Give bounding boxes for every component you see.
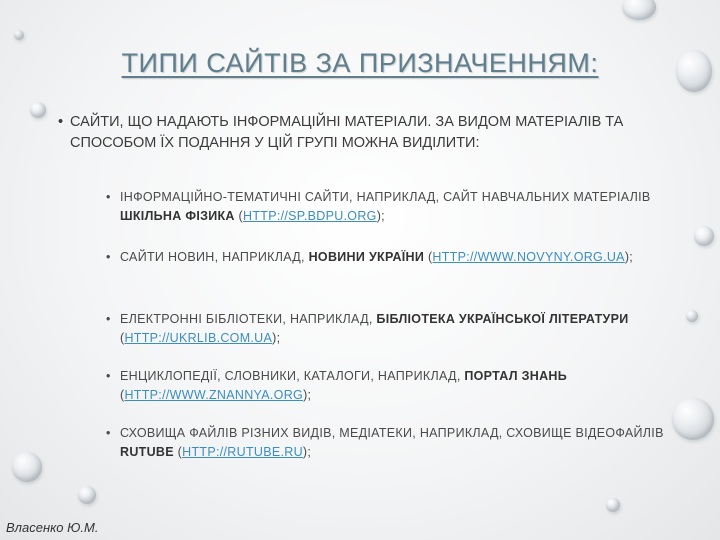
- water-drop-decoration: [686, 310, 698, 322]
- slide-title: ТИПИ САЙТІВ ЗА ПРИЗНАЧЕННЯМ:: [121, 48, 599, 78]
- main-bullet: [58, 112, 670, 154]
- item-text: ЕНЦИКЛОПЕДІЇ, СЛОВНИКИ, КАТАЛОГИ, НАПРИКЛАД,: [120, 369, 465, 383]
- main-bullet-highlight: САЙТИ, ЩО НАДАЮТЬ ІНФОРМАЦІЙНІ МАТЕРІАЛИ: [70, 114, 428, 130]
- author-name: Власенко Ю.М.: [6, 520, 99, 535]
- item-link[interactable]: HTTP://SP.BDPU.ORG: [243, 209, 377, 223]
- item-site-name: ШКІЛЬНА ФІЗИКА: [120, 209, 235, 223]
- item-site-name: RUTUBE: [120, 445, 174, 459]
- water-drop-decoration: [694, 226, 714, 246]
- item-open-paren: (: [120, 331, 125, 345]
- item-site-name: ПОРТАЛ ЗНАНЬ: [464, 369, 568, 383]
- water-drop-decoration: [78, 486, 96, 504]
- water-drop-decoration: [622, 0, 656, 20]
- water-drop-decoration: [14, 30, 24, 40]
- list-item: [106, 367, 680, 405]
- item-link[interactable]: HTTP://WWW.NOVYNY.ORG.UA: [432, 250, 625, 264]
- item-open-paren: (: [120, 388, 125, 402]
- list-item: [106, 188, 680, 226]
- item-text: ЕЛЕКТРОННІ БІБЛІОТЕКИ, НАПРИКЛАД,: [120, 312, 377, 326]
- item-suffix: );: [272, 331, 281, 345]
- bullet-marker: •: [106, 369, 111, 383]
- item-suffix: );: [303, 388, 312, 402]
- water-drop-decoration: [606, 498, 620, 512]
- item-open-paren: (: [173, 445, 183, 459]
- bullet-marker: •: [106, 312, 111, 326]
- item-link[interactable]: HTTP://UKRLIB.COM.UA: [124, 331, 273, 345]
- bullet-marker: •: [106, 190, 111, 204]
- item-text: СХОВИЩА ФАЙЛІВ РІЗНИХ ВИДІВ, МЕДІАТЕКИ, НАПРИКЛАД, СХОВИЩЕ ВІДЕОФАЙЛІВ: [120, 426, 664, 440]
- item-open-paren: (: [424, 250, 433, 264]
- item-site-name: БІБЛІОТЕКА УКРАЇНСЬКОЇ ЛІТЕРАТУРИ: [376, 312, 629, 326]
- item-suffix: );: [376, 209, 385, 223]
- bullet-marker: •: [106, 250, 111, 264]
- item-suffix: );: [302, 445, 312, 459]
- item-link[interactable]: HTTP://RUTUBE.RU: [182, 445, 303, 459]
- water-drop-decoration: [12, 452, 42, 482]
- list-item: [106, 424, 680, 462]
- item-text: ІНФОРМАЦІЙНО-ТЕМАТИЧНІ САЙТИ, НАПРИКЛАД, САЙТ НАВЧАЛЬНИХ МАТЕРІАЛІВ: [120, 190, 651, 204]
- water-drop-decoration: [30, 102, 46, 118]
- list-item: [106, 310, 680, 348]
- list-item: [106, 248, 680, 267]
- item-suffix: );: [624, 250, 634, 264]
- main-bullet-text: . ЗА ВИДОМ МАТЕРІАЛІВ ТА СПОСОБОМ ЇХ ПОДАННЯ У ЦІЙ ГРУПІ МОЖНА ВИДІЛИТИ:: [70, 114, 624, 151]
- item-site-name: НОВИНИ УКРАЇНИ: [308, 250, 425, 264]
- item-open-paren: (: [234, 209, 244, 223]
- bullet-marker: •: [58, 114, 64, 130]
- bullet-marker: •: [106, 426, 111, 440]
- item-text: САЙТИ НОВИН, НАПРИКЛАД,: [120, 250, 309, 264]
- item-link[interactable]: HTTP://WWW.ZNANNYA.ORG: [124, 388, 304, 402]
